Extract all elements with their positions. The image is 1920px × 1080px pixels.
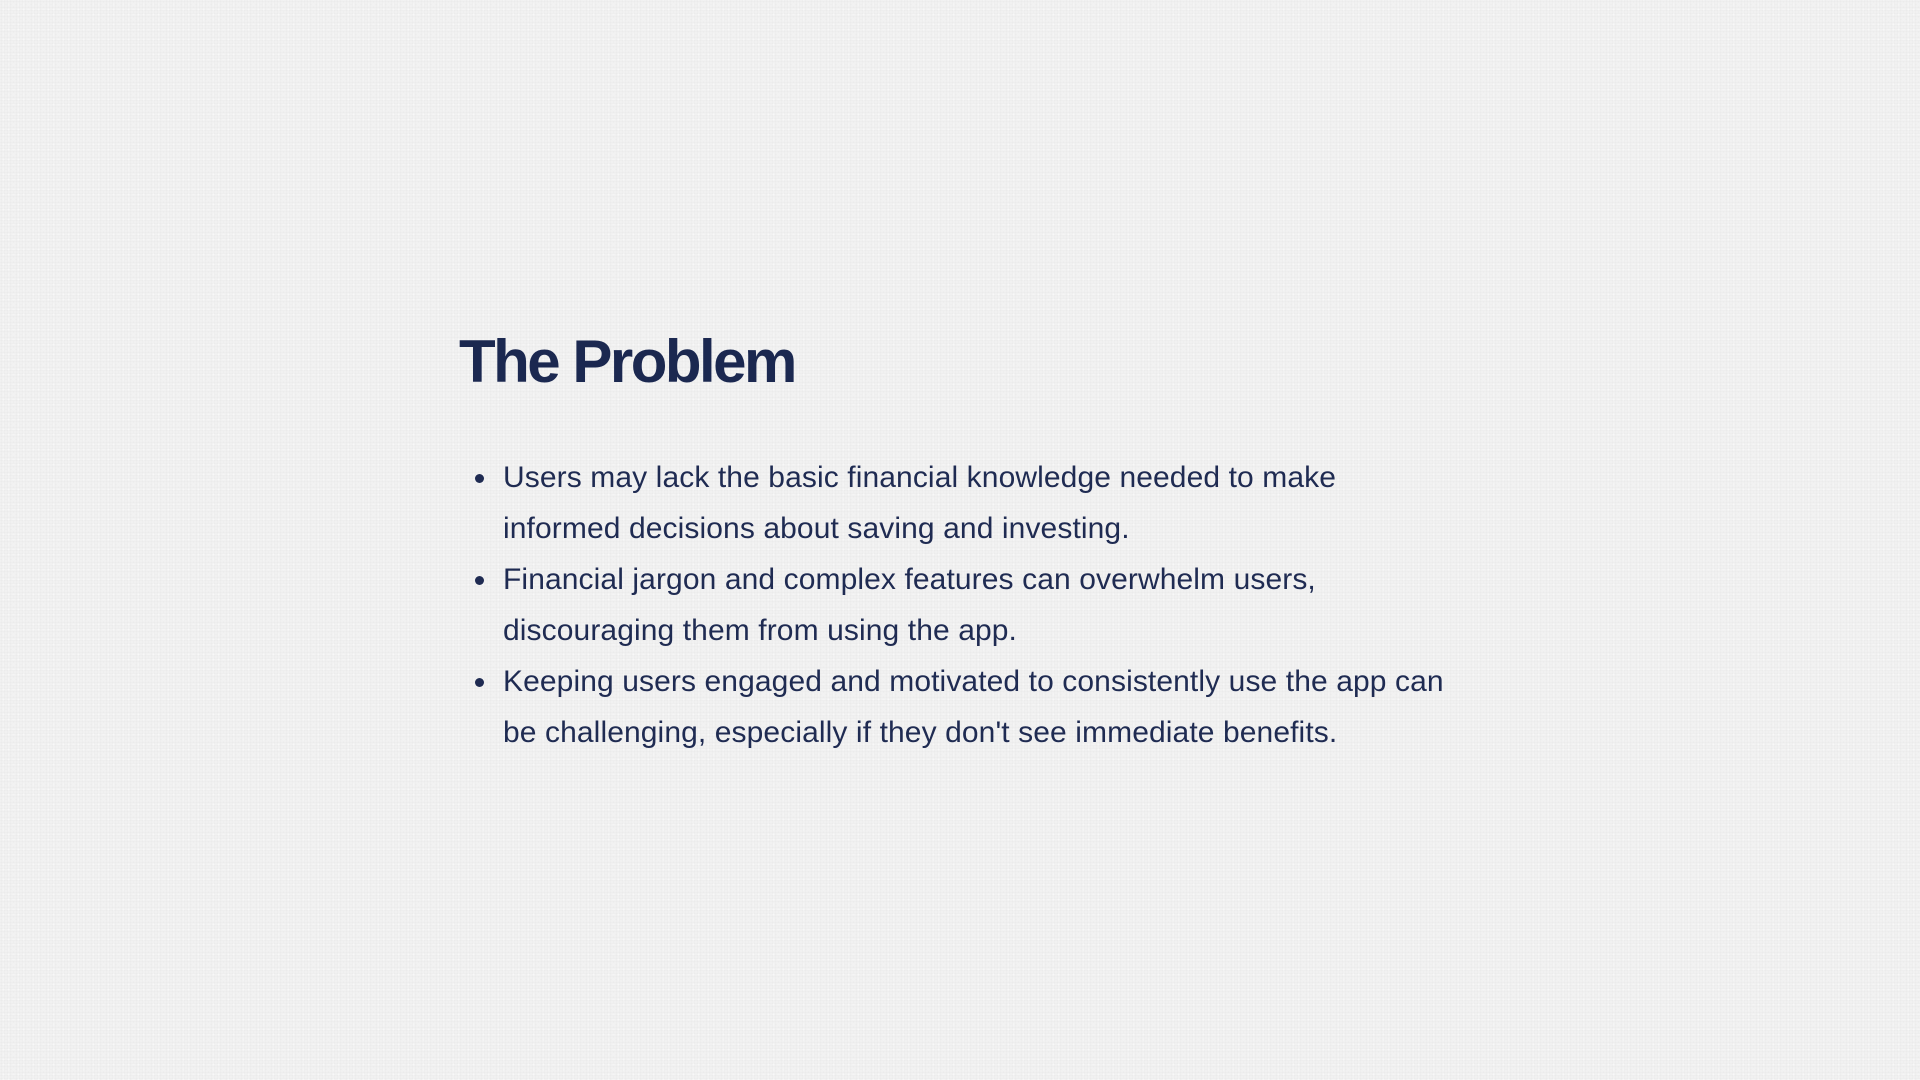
slide-title: The Problem xyxy=(459,328,795,395)
bullet-dot-icon xyxy=(475,678,484,687)
bullet-text: Users may lack the basic financial knowledge needed to make informed decisions about saving and investing. xyxy=(503,461,1337,545)
bullet-item xyxy=(459,656,1459,758)
slide-content xyxy=(459,322,1459,758)
bullet-text: Financial jargon and complex features can overwhelm users, discouraging them from using the app. xyxy=(503,563,1316,647)
bullet-dot-icon xyxy=(475,474,484,483)
bullet-item xyxy=(459,554,1459,656)
bullet-list xyxy=(459,452,1459,758)
bullet-text: Keeping users engaged and motivated to consistently use the app can be challenging, especially if they don't see immediate benefits. xyxy=(503,665,1444,749)
bullet-dot-icon xyxy=(475,576,484,585)
bullet-item xyxy=(459,452,1459,554)
